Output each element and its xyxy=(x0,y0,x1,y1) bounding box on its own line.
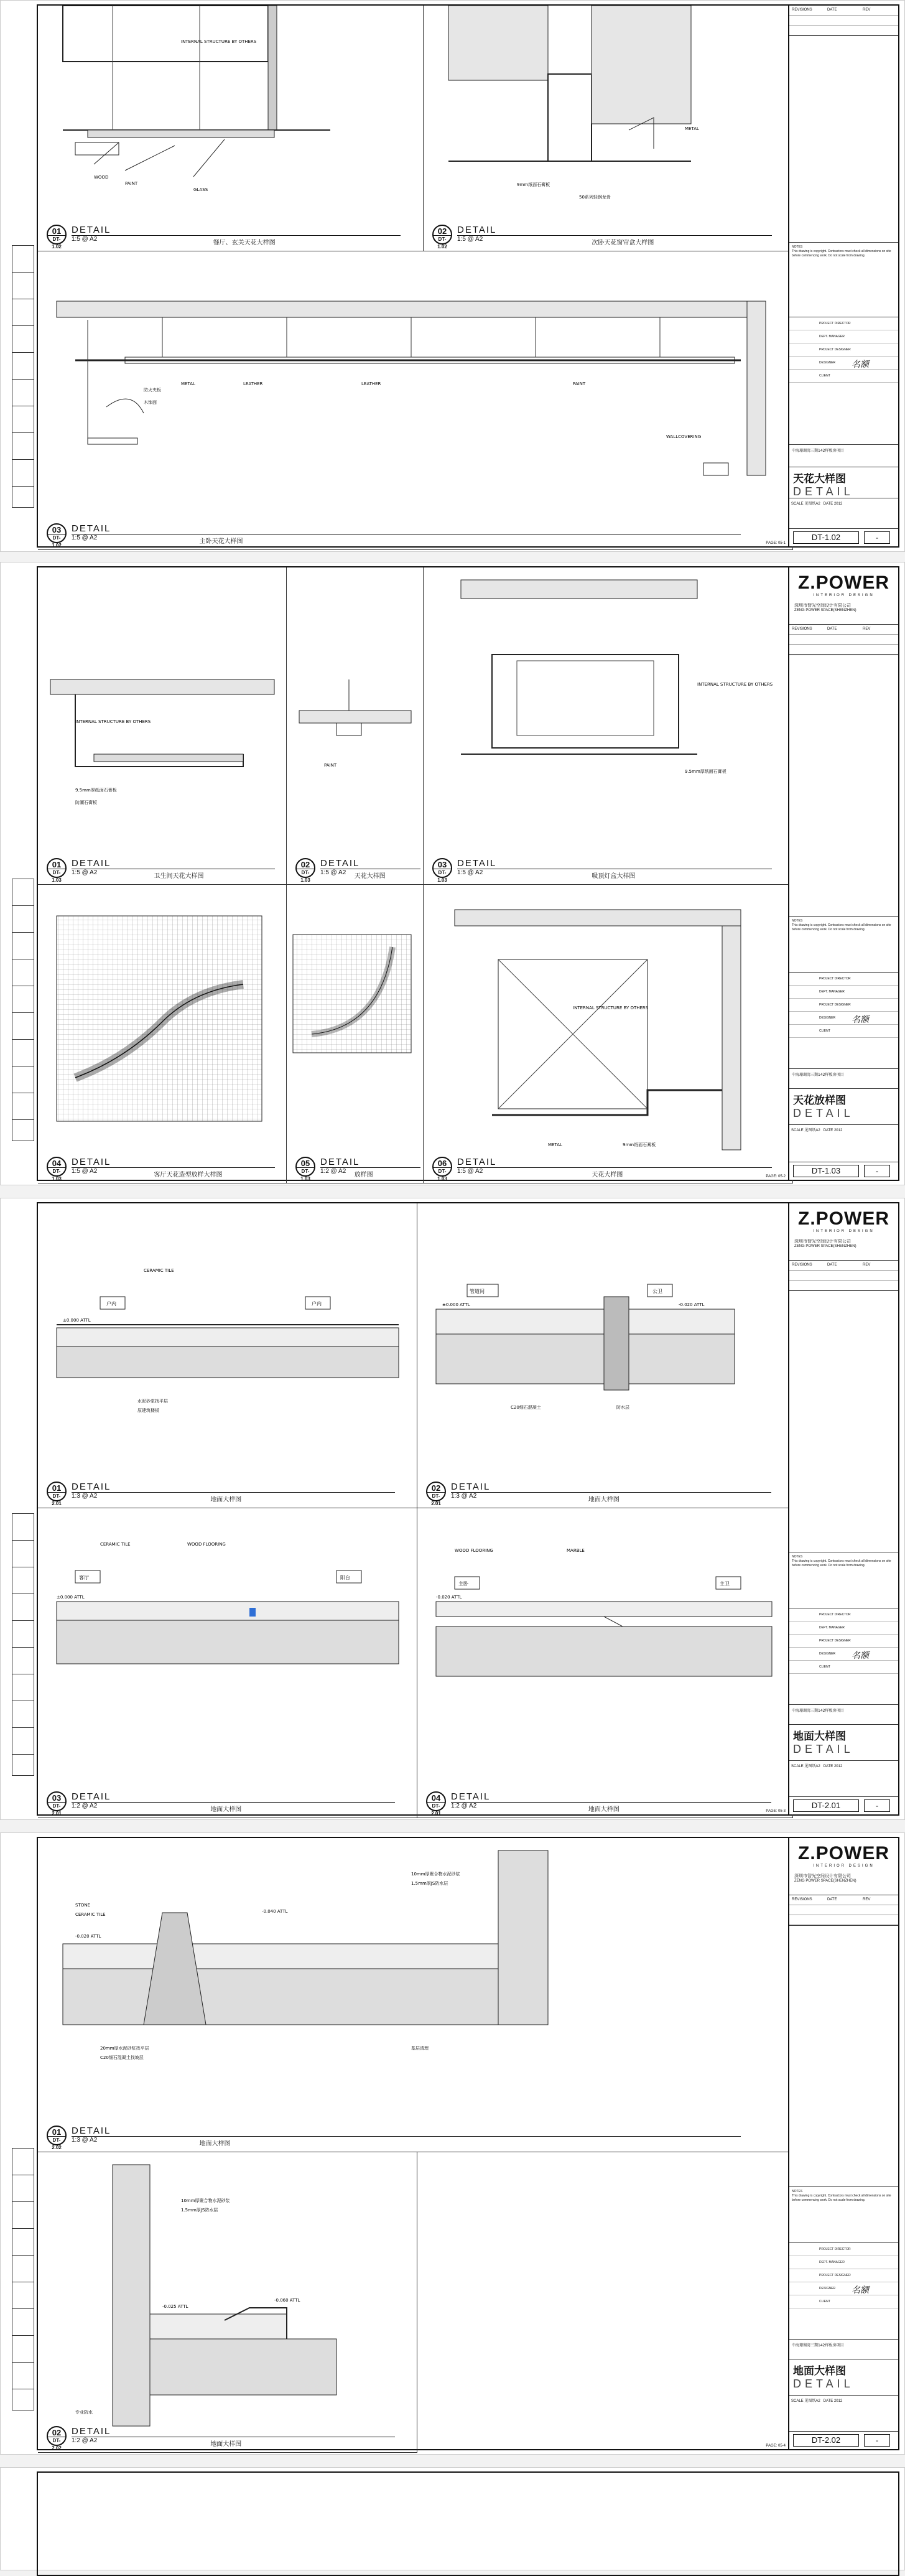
room-label: 客厅 xyxy=(79,1575,89,1580)
level-mark: -0.040 ATTL xyxy=(262,1909,288,1914)
sheet-frame xyxy=(37,566,899,1181)
detail-panel-03 xyxy=(424,567,793,885)
detail-scale: 1:5 @ A2 xyxy=(72,236,98,243)
detail-number: 01 DT-1.02 xyxy=(47,225,67,245)
detail-panel-01 xyxy=(38,6,424,251)
project-name: 中海珊瑚湾三期142样板房项目 xyxy=(789,1704,898,1724)
callout-fireboard: 防火夹板 xyxy=(144,388,161,393)
detail-panel-02 xyxy=(38,2152,417,2453)
drawing-area xyxy=(38,1203,789,1814)
detail-drawing xyxy=(38,251,793,550)
detail-label-03: 03 DT-2.01 DETAIL 1:2 @ A2 地面大样图 xyxy=(47,1791,395,1813)
threshold-strip xyxy=(249,1608,256,1617)
company-logo: Z.POWER INTERIOR DESIGN 深圳市智光空间设计有限公司 ZENG POWER SPACE(SHENZHEN) xyxy=(789,1203,898,1261)
callout-paint: PAINT xyxy=(125,181,138,186)
detail-label-05: 05 DT-1.03 DETAIL 1:2 @ A2 放样图 xyxy=(295,1157,420,1178)
sheet-frame xyxy=(37,2471,899,2576)
detail-title: 餐厅、玄关天花大样图 xyxy=(213,240,276,246)
callout-mortar: 水泥砂浆找平层 xyxy=(137,1399,168,1404)
notes: NOTES This drawing is copyright. Contractors must check all dimensions on site before commencing work. Do not scale from drawing. xyxy=(789,242,898,317)
callout-structure: INTERNAL STRUCTURE BY OTHERS xyxy=(697,682,773,687)
binding-strip xyxy=(12,2148,34,2410)
detail-panel-01 xyxy=(38,1838,793,2152)
binding-strip xyxy=(12,879,34,1141)
detail-panel-05 xyxy=(287,885,424,1183)
company-logo: Z.POWER INTERIOR DESIGN 深圳市智光空间设计有限公司 ZENG POWER SPACE(SHENZHEN) xyxy=(789,567,898,625)
room-label: 阳台 xyxy=(340,1575,350,1580)
detail-drawing xyxy=(38,1203,417,1508)
callout-c20: C20细石混凝土找坡层 xyxy=(100,2055,144,2060)
sign-off: PROJECT DIRECTOR DEPT. MANAGER PROJECT DESIGNER DESIGNER 名额 CLIENT xyxy=(789,972,898,1038)
company-logo: Z.POWER INTERIOR DESIGN 深圳市智光空间设计有限公司 ZENG POWER SPACE(SHENZHEN) xyxy=(789,1838,898,1895)
callout-board: 9.5mm厚纸面石膏板 xyxy=(685,769,726,774)
detail-panel-03 xyxy=(38,251,793,550)
project-name: 中海珊瑚湾三期142样板房项目 xyxy=(789,2339,898,2359)
detail-drawing xyxy=(417,1508,793,1818)
page-id: PAGE: 05-1 xyxy=(766,541,786,545)
callout-structure: INTERNAL STRUCTURE BY OTHERS xyxy=(573,1006,649,1010)
callout-leather: LEATHER xyxy=(243,381,263,386)
detail-drawing xyxy=(417,1203,793,1508)
callout-polymer: 10mm厚聚合物水泥砂浆 xyxy=(181,2198,230,2203)
level-mark: ±0.000 ATTL xyxy=(57,1595,85,1600)
callout-metal: METAL xyxy=(685,126,699,131)
detail-panel-04 xyxy=(417,1508,793,1818)
level-mark: -0.020 ATTL xyxy=(436,1595,462,1600)
notes: NOTES This drawing is copyright. Contractors must check all dimensions on site before commencing work. Do not scale from drawing. xyxy=(789,1552,898,1608)
callout-moist: 防潮石膏板 xyxy=(75,800,97,805)
drawing-sheet-3 xyxy=(0,1198,905,1820)
drawing-number: DT-2.01 - xyxy=(789,1796,898,1814)
room-label: 主卧 xyxy=(458,1581,468,1587)
level-mark: -0.060 ATTL xyxy=(274,2298,300,2303)
scale-date: SCALE 见图纸A2 DATE 2012 xyxy=(789,498,898,519)
revision-table: REVISIONS DATE REV xyxy=(789,625,898,655)
room-label: 户内 xyxy=(312,1301,322,1307)
detail-panel-06 xyxy=(424,885,793,1183)
detail-label-02: 02 DT-1.03 DETAIL 1:5 @ A2 天花大样图 xyxy=(295,858,420,879)
detail-panel-02 xyxy=(424,6,793,251)
drawing-area xyxy=(38,1838,789,2449)
title-block xyxy=(788,1838,898,2449)
callout-c20: C20细石混凝土 xyxy=(511,1405,541,1410)
revision-table: REVISIONS DATE REV xyxy=(789,1895,898,1926)
level-mark: -0.025 ATTL xyxy=(162,2304,188,2309)
callout-metal: METAL xyxy=(181,381,195,386)
callout-structure: INTERNAL STRUCTURE BY OTHERS xyxy=(75,719,151,724)
notes: NOTES This drawing is copyright. Contractors must check all dimensions on site before commencing work. Do not scale from drawing. xyxy=(789,916,898,972)
drawing-title: 地面大样图 DETAIL xyxy=(789,2359,898,2395)
sheet-frame xyxy=(37,1837,899,2450)
room-label: 主卫 xyxy=(720,1581,730,1587)
detail-panel-01 xyxy=(38,1203,417,1508)
detail-drawing xyxy=(38,2152,417,2453)
detail-drawing xyxy=(38,1838,793,2152)
callout-veneer: 木饰面 xyxy=(144,400,157,405)
detail-panel-04 xyxy=(38,885,287,1183)
detail-panel-02 xyxy=(287,567,424,885)
detail-number: 03 DT-1.02 xyxy=(47,523,67,543)
detail-drawing xyxy=(424,885,793,1183)
room-label: 公卫 xyxy=(652,1289,662,1294)
callout-board: 9mm纸面石膏板 xyxy=(517,182,550,187)
callout-glass: GLASS xyxy=(193,187,208,192)
detail-label-02: 02 DT-2.02 DETAIL 1:2 @ A2 地面大样图 xyxy=(47,2426,395,2447)
title-block xyxy=(788,1203,898,1814)
detail-scale: 1:5 @ A2 xyxy=(457,236,483,243)
sheet-frame xyxy=(37,4,899,548)
callout-tile: CERAMIC TILE xyxy=(75,1912,106,1917)
detail-panel-01 xyxy=(38,567,287,885)
title-block xyxy=(788,6,898,546)
sheet-frame xyxy=(37,1202,899,1816)
detail-drawing xyxy=(287,567,424,885)
detail-drawing xyxy=(38,885,287,1183)
callout-waterproof: 防水层 xyxy=(616,1405,629,1410)
detail-label-01: 01 DT-2.01 DETAIL 1:3 @ A2 地面大样图 xyxy=(47,1482,395,1503)
drawing-sheet-5-partial xyxy=(0,2467,905,2570)
drawing-area xyxy=(38,6,789,546)
callout-wood: WOOD FLOORING xyxy=(455,1548,493,1553)
page-id: PAGE: 05-2 xyxy=(766,1175,786,1178)
drawing-number: DT-2.02 - xyxy=(789,2431,898,2449)
callout-wallcovering: WALLCOVERING xyxy=(666,434,702,439)
detail-word: DETAIL xyxy=(457,225,497,235)
detail-drawing xyxy=(38,567,287,885)
callout-wood: WOOD FLOORING xyxy=(187,1542,226,1547)
detail-title: 主卧天花大样图 xyxy=(199,538,243,545)
signature: 名额 xyxy=(852,360,869,370)
detail-drawing xyxy=(424,6,793,251)
callout-keel: 50系列轻钢龙骨 xyxy=(579,195,611,200)
callout-js: 1.5mm厚JS防水层 xyxy=(411,1881,448,1886)
detail-panel-02 xyxy=(417,1203,793,1508)
page-id: PAGE: 05-4 xyxy=(766,2444,786,2448)
level-mark: -0.020 ATTL xyxy=(75,1934,101,1939)
room-label: 管道间 xyxy=(470,1289,485,1294)
callout-polymer: 10mm厚聚合物水泥砂浆 xyxy=(411,1872,460,1877)
binding-strip xyxy=(12,245,34,508)
callout-board: 9.5mm厚纸面石膏板 xyxy=(75,788,117,793)
level-mark: ±0.000 ATTL xyxy=(63,1318,91,1323)
drawing-sheet-1 xyxy=(0,0,905,552)
level-mark: ±0.000 ATTL xyxy=(442,1302,470,1307)
detail-panel-03 xyxy=(38,1508,417,1818)
callout-screed: 20mm厚水泥砂浆找平层 xyxy=(100,2046,149,2051)
callout-tile: CERAMIC TILE xyxy=(100,1542,131,1547)
detail-label-04: 04 DT-2.01 DETAIL 1:2 @ A2 地面大样图 xyxy=(426,1791,771,1813)
drawing-area xyxy=(38,567,789,1180)
detail-label-01 xyxy=(47,225,401,250)
detail-label-06: 06 DT-1.03 DETAIL 1:5 @ A2 天花大样图 xyxy=(432,1157,772,1178)
callout-board: 9mm纸面石膏板 xyxy=(623,1142,656,1147)
detail-label-01: 01 DT-1.03 DETAIL 1:5 @ A2 卫生间天花大样图 xyxy=(47,858,275,879)
detail-word: DETAIL xyxy=(72,523,111,534)
detail-label-03: 03 DT-1.03 DETAIL 1:5 @ A2 吸顶灯盒大样图 xyxy=(432,858,772,879)
drawing-title: 天花大样图 DETAIL xyxy=(789,467,898,498)
callout-marble: MARBLE xyxy=(567,1548,585,1553)
callout-tile: CERAMIC TILE xyxy=(144,1268,174,1273)
callout-leather: LEATHER xyxy=(361,381,381,386)
page-id: PAGE: 05-3 xyxy=(766,1809,786,1813)
callout-clean: 基层清理 xyxy=(411,2046,429,2051)
scale-date: SCALE 见图纸A2 DATE 2012 xyxy=(789,1760,898,1781)
binding-strip xyxy=(12,1513,34,1776)
detail-label-01: 01 DT-2.02 DETAIL 1:3 @ A2 地面大样图 xyxy=(47,2126,741,2147)
scale-date: SCALE 见图纸A2 DATE 2012 xyxy=(789,2395,898,2416)
detail-label-04: 04 DT-1.03 DETAIL 1:5 @ A2 客厅天花造型放样大样图 xyxy=(47,1157,275,1178)
callout-pro: 专业防水 xyxy=(75,2410,93,2415)
callout-slab: 原建筑楼板 xyxy=(137,1408,159,1413)
callout-metal: METAL xyxy=(548,1142,562,1147)
callout-structure: INTERNAL STRUCTURE BY OTHERS xyxy=(181,39,257,44)
detail-title: 次卧天花窗帘盒大样图 xyxy=(592,240,654,246)
title-block xyxy=(788,567,898,1180)
callout-js: 1.5mm厚JS防水层 xyxy=(181,2208,218,2213)
detail-label-03 xyxy=(47,523,741,548)
detail-word: DETAIL xyxy=(72,225,111,235)
detail-drawing xyxy=(424,567,793,885)
drawing-title: 地面大样图 DETAIL xyxy=(789,1724,898,1760)
detail-drawing xyxy=(38,6,424,251)
revision-table: REVISIONS DATE REV xyxy=(789,6,898,36)
detail-label-02: 02 DT-2.01 DETAIL 1:3 @ A2 地面大样图 xyxy=(426,1482,771,1503)
callout-stone: STONE xyxy=(75,1903,90,1908)
drawing-sheet-4 xyxy=(0,1832,905,2455)
drawing-number: DT-1.03 - xyxy=(789,1162,898,1180)
drawing-title: 天花放样图 DETAIL xyxy=(789,1088,898,1124)
project-name: 中海珊瑚湾三期142样板房项目 xyxy=(789,444,898,467)
callout-wood: WOOD xyxy=(94,175,109,180)
sign-off: PROJECT DIRECTOR DEPT. MANAGER PROJECT DESIGNER DESIGNER 名额 CLIENT xyxy=(789,317,898,383)
revision-table: REVISIONS DATE REV xyxy=(789,1261,898,1291)
room-label: 户内 xyxy=(106,1301,116,1307)
notes: NOTES This drawing is copyright. Contractors must check all dimensions on site before commencing work. Do not scale from drawing. xyxy=(789,2186,898,2242)
level-mark: -0.020 ATTL xyxy=(679,1302,705,1307)
detail-drawing xyxy=(38,1508,417,1818)
drawing-sheet-2 xyxy=(0,562,905,1185)
scale-date: SCALE 见图纸A2 DATE 2012 xyxy=(789,1124,898,1146)
detail-scale: 1:5 @ A2 xyxy=(72,534,98,541)
sign-off: PROJECT DIRECTOR DEPT. MANAGER PROJECT DESIGNER DESIGNER 名额 CLIENT xyxy=(789,1608,898,1674)
drawing-number: DT-1.02 - xyxy=(789,528,898,546)
project-name: 中海珊瑚湾三期142样板房项目 xyxy=(789,1068,898,1088)
detail-label-02 xyxy=(432,225,772,250)
callout-paint: PAINT xyxy=(324,763,337,768)
sign-off: PROJECT DIRECTOR DEPT. MANAGER PROJECT DESIGNER DESIGNER 名额 CLIENT xyxy=(789,2242,898,2308)
detail-drawing xyxy=(287,885,424,1183)
detail-number: 02 DT-1.02 xyxy=(432,225,452,245)
callout-paint: PAINT xyxy=(573,381,586,386)
